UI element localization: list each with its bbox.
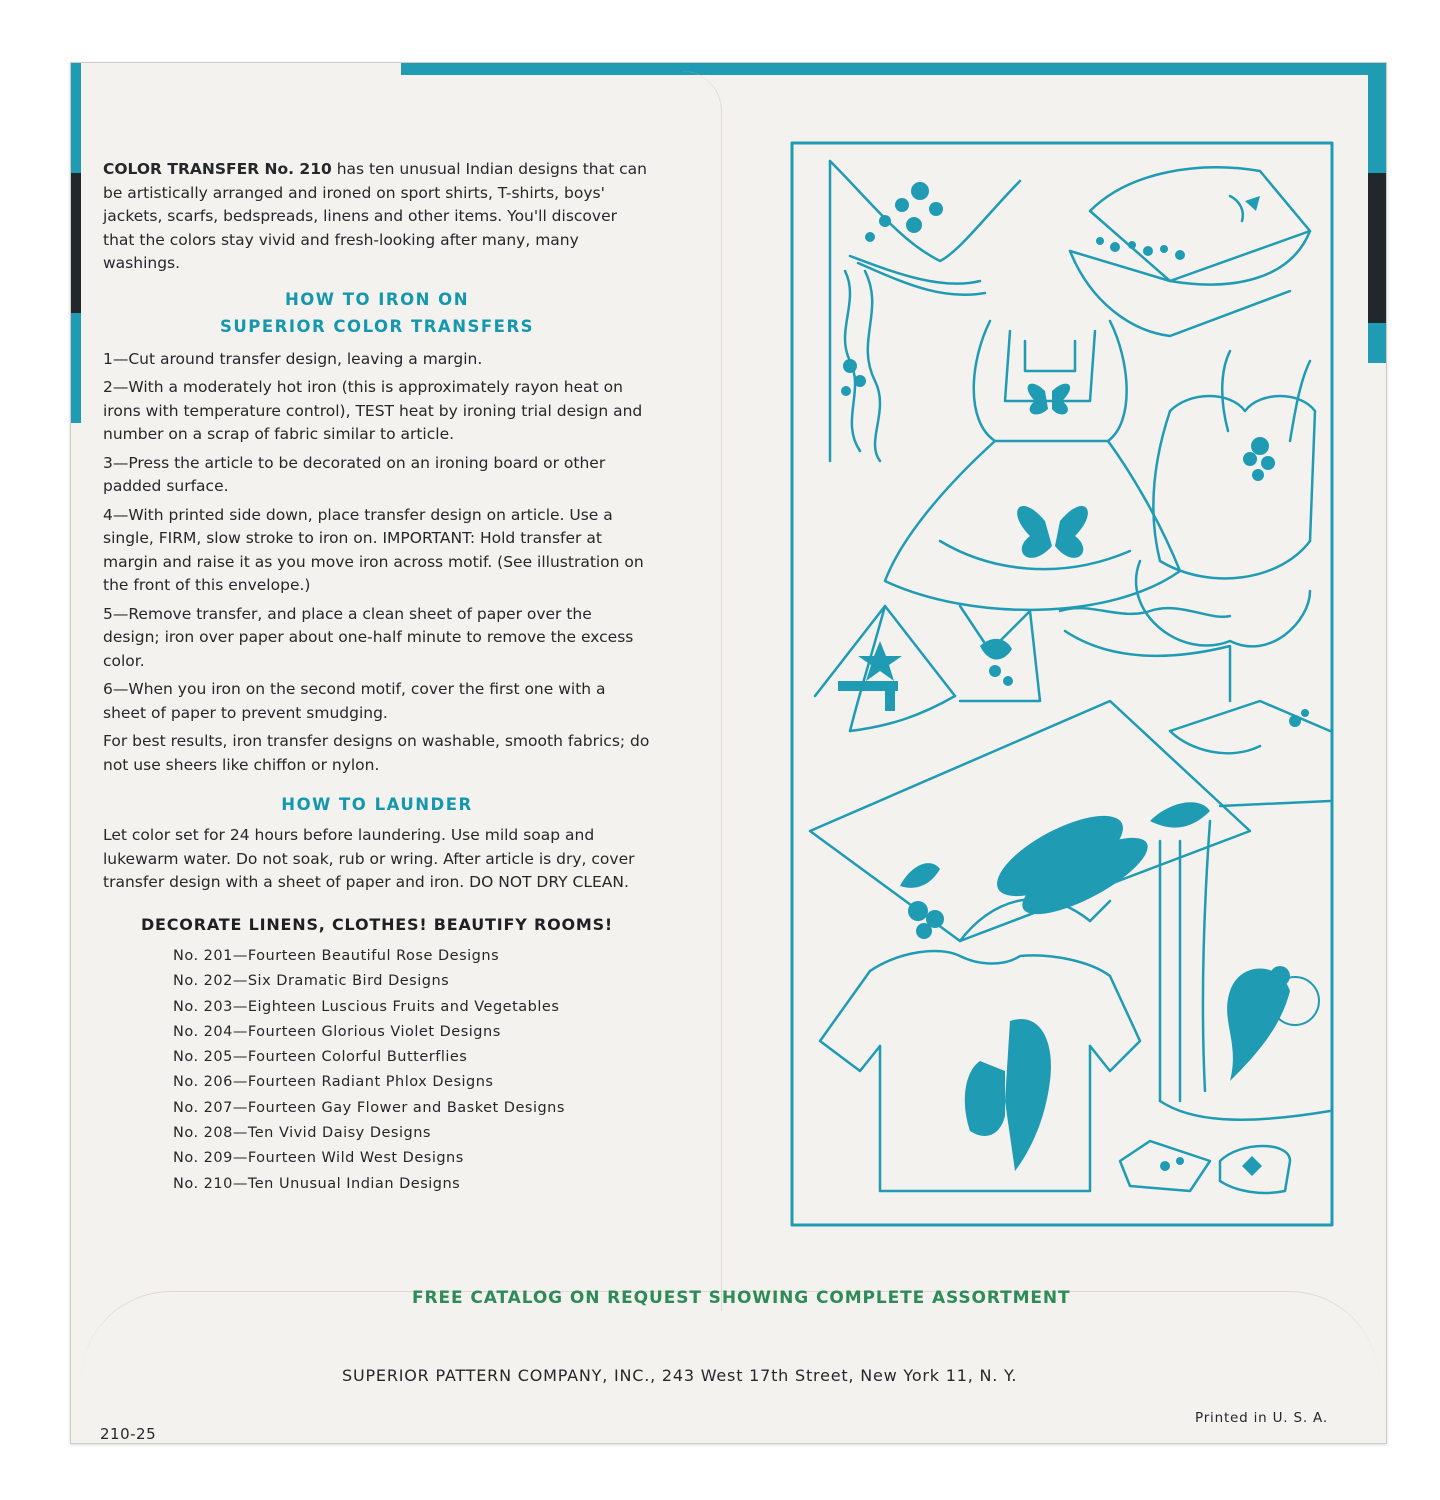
product-item: No. 209—Fourteen Wild West Designs	[173, 1150, 464, 1167]
parrot-motif	[1227, 966, 1290, 1081]
product-item: No. 207—Fourteen Gay Flower and Basket Designs	[173, 1099, 565, 1116]
iron-tip: For best results, iron transfer designs on washable, smooth fabrics; do not use sheers like chiffon or nylon.	[103, 732, 650, 774]
iron-heading	[103, 286, 651, 340]
iron-step: 4—With printed side down, place transfer design on article. Use a single, FIRM, slow stroke to iron on. IMPORTANT: Hold transfer at margin and raise it as you move iron across motif. (See illustration on the front of this envelope.)	[103, 505, 644, 594]
product-item: No. 203—Eighteen Luscious Fruits and Vegetables	[173, 998, 560, 1015]
launder-text: Let color set for 24 hours before laundering. Use mild soap and lukewarm water. Do not soak, rub or wring. After article is dry, cover transfer design with a sheet of paper and iron. DO NOT DRY CLEAN.	[103, 826, 635, 891]
right-dark-strip	[1368, 173, 1386, 323]
company-address: SUPERIOR PATTERN COMPANY, INC., 243 West 17th Street, New York 11, N. Y.	[342, 1366, 1018, 1385]
printed-in-usa: Printed in U. S. A.	[1195, 1410, 1328, 1426]
catalog-notice: FREE CATALOG ON REQUEST SHOWING COMPLETE ASSORTMENT	[412, 1288, 1071, 1308]
product-list	[103, 944, 651, 1197]
intro-body: has ten unusual Indian designs that can be artistically arranged and ironed on sport shirts, T-shirts, boys' jackets, scarfs, bedspreads, linens and other items. You'll discover that the colors stay vivid and fresh-looking after many, many washings.	[103, 160, 647, 272]
indian-head-motif	[965, 1019, 1051, 1171]
iron-step: 2—With a moderately hot iron (this is approximately rayon heat on irons with temperature control), TEST heat by ironing trial design and number on a scrap of fabric similar to article.	[103, 378, 643, 443]
decorate-heading: DECORATE LINENS, CLOTHES! BEAUTIFY ROOMS!	[140, 914, 614, 934]
shower-curtain-drawing	[1160, 801, 1330, 1120]
iron-heading-line2: SUPERIOR COLOR TRANSFERS	[219, 316, 535, 336]
intro-lead: COLOR TRANSFER No. 210	[103, 160, 332, 178]
product-item: No. 201—Fourteen Beautiful Rose Designs	[173, 948, 500, 964]
iron-step: 1—Cut around transfer design, leaving a margin.	[103, 349, 483, 368]
envelope-code: 210-25	[100, 1425, 157, 1443]
slip-drawing	[1136, 351, 1315, 646]
product-item: No. 202—Six Dramatic Bird Designs	[173, 973, 450, 990]
iron-heading-line1: HOW TO IRON ON	[284, 289, 470, 309]
intro-paragraph	[103, 158, 651, 276]
iron-step: 6—When you iron on the second motif, cover the first one with a sheet of paper to prevent smudging.	[103, 680, 606, 722]
iron-step: 3—Press the article to be decorated on an ironing board or other padded surface.	[103, 453, 606, 495]
launder-heading: HOW TO LAUNDER	[281, 795, 473, 814]
scarf-drawing	[815, 606, 1040, 731]
product-item: No. 210—Ten Unusual Indian Designs	[173, 1175, 461, 1192]
pinafore-drawing	[885, 321, 1180, 610]
curtain-drawing	[830, 161, 1020, 461]
collar-drawing	[1120, 1141, 1290, 1193]
iron-step: 5—Remove transfer, and place a clean sheet of paper over the design; iron over paper about one-half minute to remove the excess color.	[103, 604, 634, 670]
transfer-illustration	[790, 141, 1354, 1229]
product-item: No. 204—Fourteen Glorious Violet Designs	[173, 1023, 501, 1040]
product-item: No. 208—Ten Vivid Daisy Designs	[173, 1125, 431, 1142]
product-item: No. 205—Fourteen Colorful Butterflies	[173, 1049, 468, 1066]
pillowcase-drawing	[1070, 167, 1310, 336]
instructions-column	[103, 158, 651, 1197]
product-item: No. 206—Fourteen Radiant Phlox Designs	[173, 1074, 494, 1091]
butterfly-motif	[1017, 384, 1088, 558]
corn-motif	[900, 800, 1210, 939]
